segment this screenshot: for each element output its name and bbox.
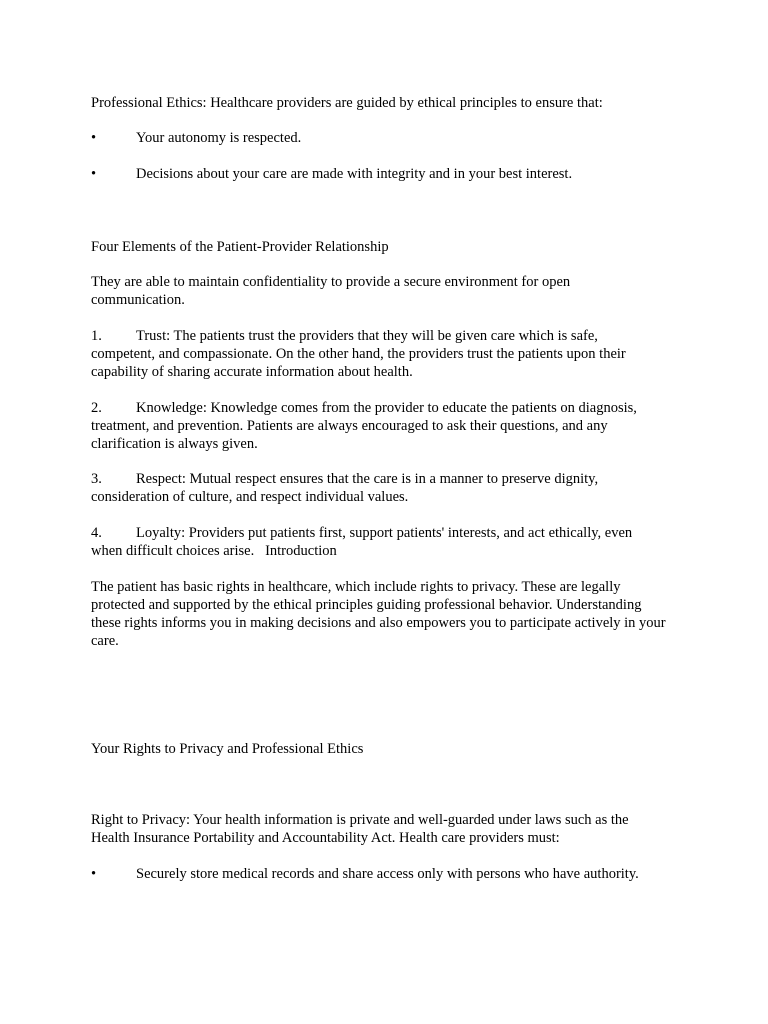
bullet-text: Your autonomy is respected.	[136, 130, 302, 146]
bullet-marker: •	[91, 866, 97, 882]
list-item	[91, 524, 663, 560]
item-number: 1.	[91, 328, 102, 344]
elements-heading: Four Elements of the Patient-Provider Relationship	[91, 239, 389, 255]
item-text: Respect: Mutual respect ensures that the care is in a manner to preserve dignity, consideration of culture, and respect individual values.	[91, 471, 599, 505]
item-text: Knowledge: Knowledge comes from the provider to educate the patients on diagnosis, treatment, and prevention. Patients are always encouraged to ask their questions, and any clarification is always given.	[91, 400, 637, 452]
list-item	[91, 129, 691, 147]
list-item	[91, 327, 663, 381]
bullet-text: Decisions about your care are made with integrity and in your best interest.	[136, 166, 573, 182]
bullet-text: Securely store medical records and share access only with persons who have authority.	[136, 866, 639, 882]
list-item	[91, 865, 691, 883]
confidentiality-paragraph: They are able to maintain confidentiality to provide a secure environment for open communication.	[91, 274, 571, 308]
item-text: Loyalty: Providers put patients first, support patients' interests, and act ethically, even when difficult choices arise. Introduction	[91, 525, 636, 559]
list-item	[91, 165, 691, 183]
item-text: Trust: The patients trust the providers that they will be given care which is safe, competent, and compassionate. On the other hand, the providers trust the patients upon their capability of sharing accurate information about health.	[91, 328, 626, 380]
item-number: 4.	[91, 525, 102, 541]
item-number: 3.	[91, 471, 102, 487]
privacy-paragraph: Right to Privacy: Your health information is private and well-guarded under laws such as the Health Insurance Portability and Accountability Act. Health care providers must:	[91, 812, 629, 846]
list-item	[91, 399, 663, 453]
rights-heading: Your Rights to Privacy and Professional Ethics	[91, 741, 364, 757]
item-number: 2.	[91, 400, 102, 416]
list-item	[91, 470, 663, 506]
ethics-heading: Professional Ethics: Healthcare providers are guided by ethical principles to ensure that:	[91, 95, 603, 111]
bullet-marker: •	[91, 166, 97, 182]
bullet-marker: •	[91, 130, 97, 146]
intro-paragraph: The patient has basic rights in healthcare, which include rights to privacy. These are legally protected and supported by the ethical principles guiding professional behavior. Understanding these rights informs you in making decisions and also empowers you to participate actively in your care.	[91, 579, 666, 649]
